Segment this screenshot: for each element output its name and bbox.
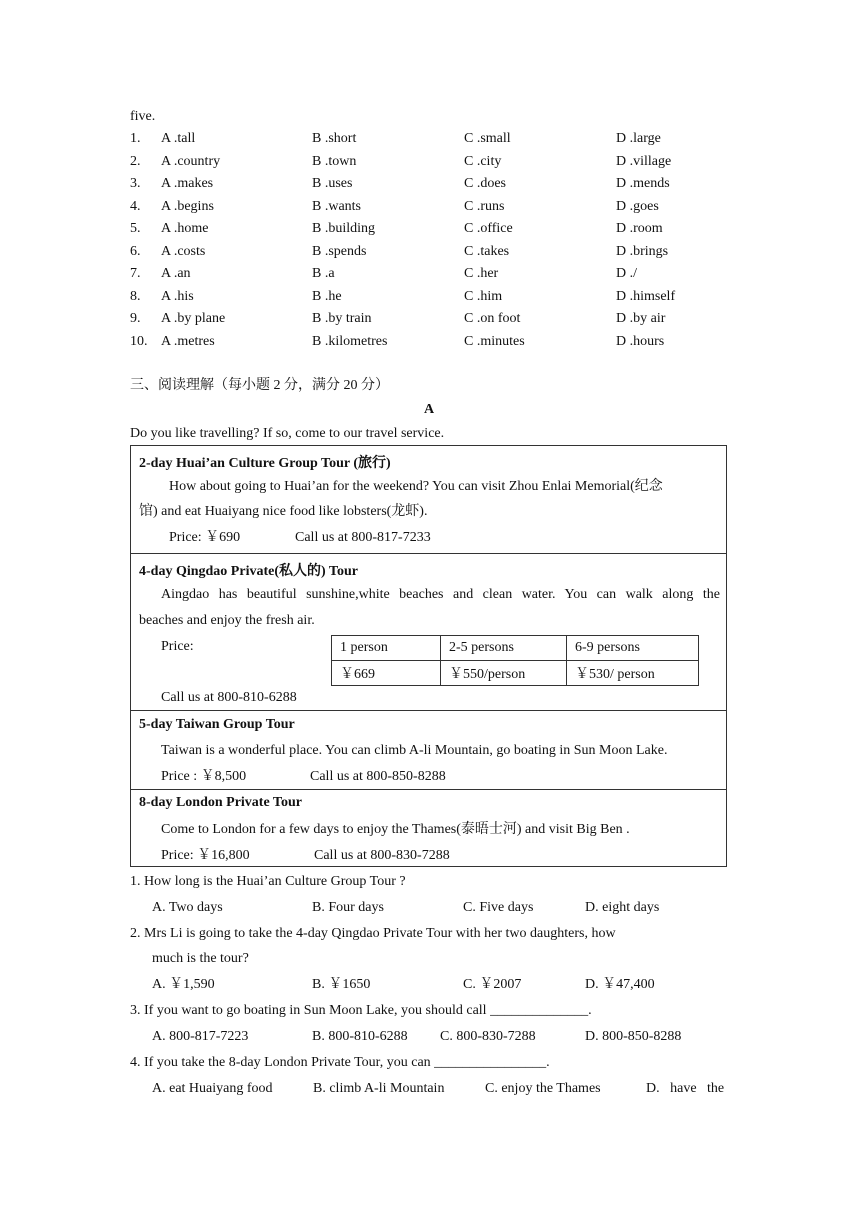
- tour-description: How about going to Huai’an for the weekend? You can visit Zhou Enlai Memorial(纪念: [169, 479, 663, 494]
- table-row: [332, 661, 699, 686]
- option-c: C .does: [464, 176, 506, 191]
- option-a: A .an: [161, 266, 191, 281]
- question-number: 10.: [130, 333, 148, 349]
- option-a: A .begins: [161, 198, 214, 214]
- question-number: 6.: [130, 243, 141, 259]
- question-stem: much is the tour?: [152, 951, 249, 966]
- option-c: C .office: [464, 221, 513, 236]
- table-cell: ￥530/ person: [567, 661, 699, 686]
- option-c: C .city: [464, 153, 502, 169]
- option-c: C .on foot: [464, 311, 521, 326]
- answer-option: D. eight days: [585, 900, 660, 915]
- option-d: D .village: [616, 153, 672, 169]
- tour-title: 8-day London Private Tour: [139, 795, 302, 810]
- tour-price: Price: ￥16,800: [161, 848, 250, 863]
- answer-option: A. ￥1,590: [152, 977, 215, 992]
- answer-option: C. enjoy the Thames: [485, 1081, 601, 1096]
- option-row: [130, 288, 730, 310]
- question-number: 5.: [130, 221, 141, 236]
- tour-title: 4-day Qingdao Private(私人的) Tour: [139, 564, 358, 579]
- tour-phone: Call us at 800-830-7288: [314, 848, 450, 863]
- question-number: 2.: [130, 153, 141, 169]
- question-stem: 2. Mrs Li is going to take the 4-day Qingdao Private Tour with her two daughters, how: [130, 926, 616, 941]
- option-d: D .goes: [616, 198, 659, 214]
- question-number: 3.: [130, 176, 141, 191]
- tour-price: Price: ￥690: [169, 530, 241, 545]
- question-number: 1.: [130, 131, 141, 146]
- answer-option: B. climb A-li Mountain: [313, 1081, 445, 1096]
- option-row: [130, 333, 730, 355]
- option-b: B .short: [312, 131, 357, 146]
- option-row: [130, 130, 730, 152]
- answer-option: B. 800-810-6288: [312, 1029, 408, 1044]
- option-row: [130, 220, 730, 242]
- table-cell: 2-5 persons: [441, 636, 567, 661]
- question-number: 7.: [130, 266, 141, 281]
- section-heading: 三、阅读理解（每小题 2 分，满分 20 分）: [130, 378, 389, 393]
- tour-phone: Call us at 800-810-6288: [161, 690, 297, 705]
- option-d: D .brings: [616, 243, 669, 259]
- table-cell: ￥550/person: [441, 661, 567, 686]
- question-stem: 1. How long is the Huai’an Culture Group Tour ?: [130, 874, 406, 889]
- tour-description: Aingdao has beautiful sunshine,white beaches and clean water. You can walk along the: [161, 587, 720, 602]
- intro-fragment: five.: [130, 109, 156, 124]
- option-a: A .home: [161, 221, 209, 236]
- answer-option: B. ￥1650: [312, 977, 371, 992]
- option-row: [130, 265, 730, 287]
- table-cell: ￥669: [332, 661, 441, 686]
- table-cell: 6-9 persons: [567, 636, 699, 661]
- option-a: A .by plane: [161, 311, 226, 326]
- option-b: B .a: [312, 266, 335, 281]
- answer-option: C. Five days: [463, 900, 534, 915]
- option-b: B .town: [312, 153, 357, 169]
- option-b: B .by train: [312, 311, 372, 326]
- tour-description: Taiwan is a wonderful place. You can climb A-li Mountain, go boating in Sun Moon Lake.: [161, 743, 668, 758]
- option-row: [130, 153, 730, 175]
- answer-option: B. Four days: [312, 900, 384, 915]
- option-b: B .wants: [312, 198, 361, 214]
- option-b: B .he: [312, 288, 342, 304]
- passage-label: A: [424, 402, 435, 417]
- option-row: [130, 175, 730, 197]
- answer-option: A. eat Huaiyang food: [152, 1081, 273, 1096]
- option-a: A .country: [161, 153, 221, 169]
- option-d: D ./: [616, 266, 637, 281]
- option-d: D .himself: [616, 288, 676, 304]
- option-b: B .spends: [312, 243, 367, 259]
- question-stem: 4. If you take the 8-day London Private Tour, you can ________________.: [130, 1055, 550, 1070]
- tour-phone: Call us at 800-850-8288: [310, 769, 446, 784]
- passage-intro: Do you like travelling? If so, come to our travel service.: [130, 426, 445, 441]
- option-row: [130, 310, 730, 332]
- option-row: [130, 243, 730, 265]
- answer-option: A. 800-817-7223: [152, 1029, 249, 1044]
- price-table: [331, 635, 699, 686]
- tour-price-label: Price:: [161, 639, 194, 654]
- tour-phone: Call us at 800-817-7233: [295, 530, 431, 545]
- tour-description: 馆) and eat Huaiyang nice food like lobsters(龙虾).: [139, 504, 428, 519]
- option-a: A .costs: [161, 243, 206, 259]
- answer-option: D. 800-850-8288: [585, 1029, 682, 1044]
- question-number: 4.: [130, 198, 141, 214]
- tour-price: Price : ￥8,500: [161, 769, 247, 784]
- option-c: C .him: [464, 288, 503, 304]
- option-a: A .his: [161, 288, 194, 304]
- question-stem: 3. If you want to go boating in Sun Moon Lake, you should call ______________.: [130, 1003, 592, 1018]
- tour-description: beaches and enjoy the fresh air.: [139, 613, 315, 628]
- option-b: B .building: [312, 221, 376, 236]
- option-a: A .tall: [161, 131, 196, 146]
- table-cell: 1 person: [332, 636, 441, 661]
- table-row: [332, 636, 699, 661]
- answer-option: A. Two days: [152, 900, 223, 915]
- answer-option: C. 800-830-7288: [440, 1029, 536, 1044]
- tour-box-huaian: [130, 445, 727, 554]
- option-d: D .by air: [616, 311, 666, 326]
- question-number: 8.: [130, 288, 141, 304]
- option-c: C .takes: [464, 243, 510, 259]
- tour-box-london: [130, 789, 727, 867]
- option-c: C .her: [464, 266, 499, 281]
- tour-title: 2-day Huai’an Culture Group Tour (旅行): [139, 456, 391, 471]
- tour-box-taiwan: [130, 710, 727, 790]
- option-row: [130, 198, 730, 220]
- answer-option: D. ￥47,400: [585, 977, 655, 992]
- option-d: D .room: [616, 221, 663, 236]
- answer-option: C. ￥2007: [463, 977, 522, 992]
- tour-description: Come to London for a few days to enjoy the Thames(泰晤士河) and visit Big Ben .: [161, 822, 630, 837]
- option-d: D .large: [616, 131, 661, 146]
- option-a: A .makes: [161, 176, 214, 191]
- question-number: 9.: [130, 311, 141, 326]
- tour-title: 5-day Taiwan Group Tour: [139, 717, 295, 732]
- option-d: D .hours: [616, 333, 665, 349]
- option-b: B .kilometres: [312, 333, 388, 349]
- option-c: C .minutes: [464, 333, 525, 349]
- option-a: A .metres: [161, 333, 215, 349]
- tour-box-qingdao: [130, 553, 727, 711]
- option-c: C .runs: [464, 198, 505, 214]
- option-b: B .uses: [312, 176, 353, 191]
- answer-option: D. have the: [646, 1081, 725, 1096]
- option-c: C .small: [464, 131, 511, 146]
- option-d: D .mends: [616, 176, 670, 191]
